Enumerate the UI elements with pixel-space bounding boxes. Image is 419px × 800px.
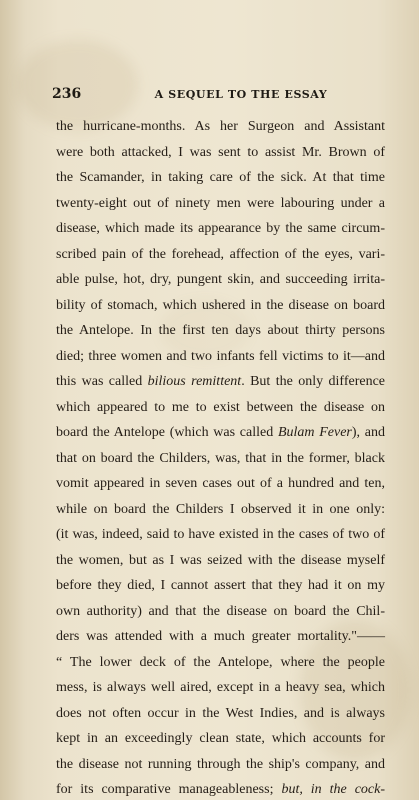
text-line: were both attacked, I was sent to assist Mr. Brown of [56,144,385,160]
text-line: disease, which made its appearance by the same circum- [56,221,385,236]
text-line: while on board the Childers I observed it in one only: [56,501,385,517]
text-line: died; three women and two infants fell victims to it—and [56,348,385,364]
italic-term: Bulam Fever [277,425,352,440]
text-line: bility of stomach, which ushered in the disease on board [56,297,385,313]
text-line: “ The lower deck of the Antelope, where the people [56,654,385,670]
italic-phrase: but, in the cock- [281,782,386,797]
page-number: 236 [52,86,82,102]
body-text [56,114,385,800]
text-line: ders was attended with a much greater mortality."—— [56,629,385,644]
text-line: (it was, indeed, said to have existed in the cases of two of [56,527,385,542]
text-line: the Antelope. In the first ten days about thirty persons [56,323,385,338]
text-line: kept in an exceedingly clean state, which accounts for [56,731,385,746]
text-line: board the Antelope (which was called Bulam Fever), and [56,425,385,440]
text-line: the Scamander, in taking care of the sick. At that time [56,170,385,185]
text-line: own authority) and that the disease on board the Chil- [56,603,385,619]
text-line: the hurricane-months. As her Surgeon and Assistant [56,119,385,134]
text-line: does not often occur in the West Indies, and is always [56,705,385,721]
text-line: vomit appeared in seven cases out of a hundred and ten, [56,476,385,491]
text-line: which appeared to me to exist between the disease on [56,399,385,415]
page-header [52,86,382,104]
text-line: this was called bilious remittent. But the only difference [56,374,385,389]
text-line: for its comparative manageableness; but, in the cock- [56,782,386,797]
text-line: that on board the Childers, was, that in the former, black [56,450,385,466]
text-line: able pulse, hot, dry, pungent skin, and succeeding irrita- [56,272,385,287]
text-line: before they died, I cannot assert that they had it on my [56,578,385,593]
text-line: the disease not running through the ship's company, and [56,756,385,772]
italic-term: bilious remittent [147,374,242,389]
text-line: the women, but as I was seized with the disease myself [56,552,385,568]
text-line: twenty-eight out of ninety men were labouring under a [56,195,385,211]
text-line: scribed pain of the forehead, affection of the eyes, vari- [56,246,385,262]
running-head: A SEQUEL TO THE ESSAY [154,88,328,101]
text-line: mess, is always well aired, except in a heavy sea, which [56,680,385,695]
